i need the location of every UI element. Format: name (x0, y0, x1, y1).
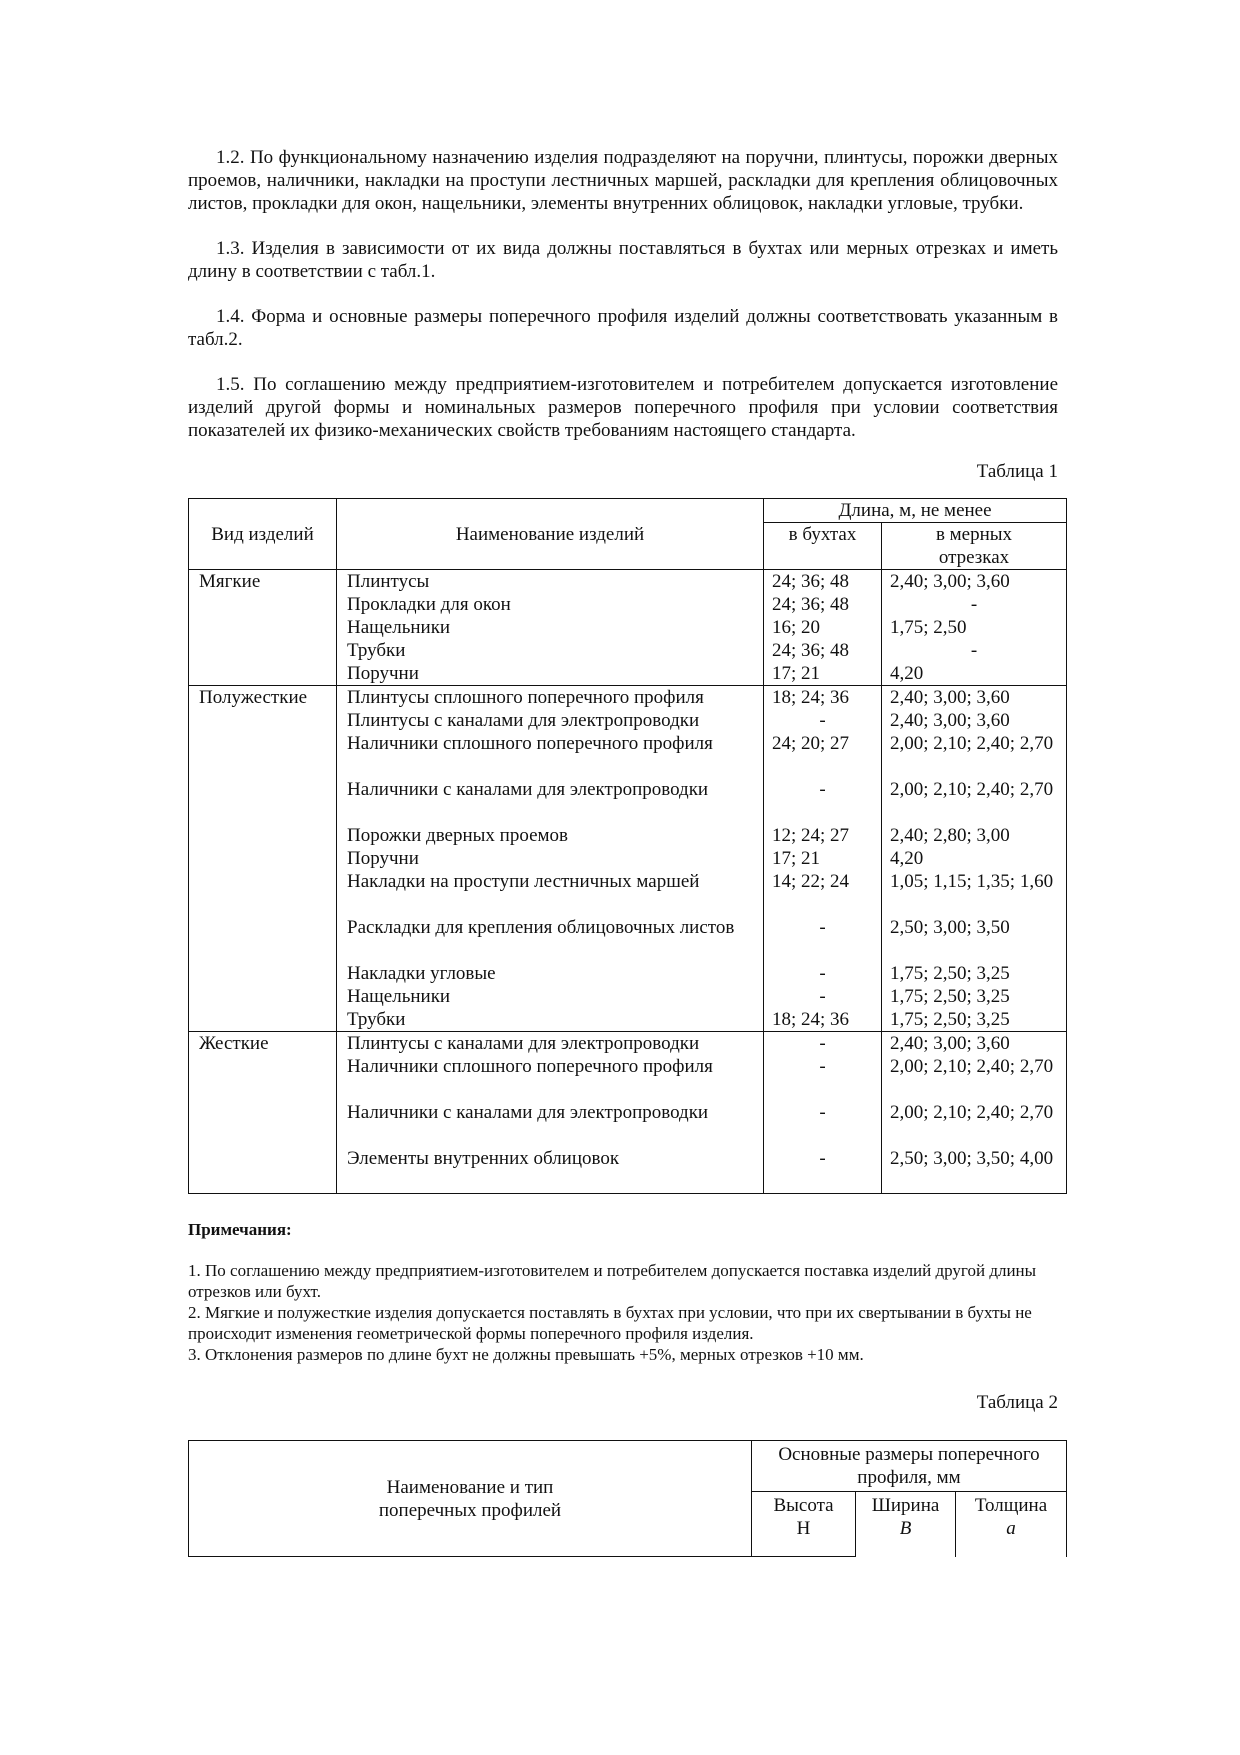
table1-cuts-value: 2,40; 3,00; 3,60 (890, 710, 1010, 731)
note-3: 3. Отклонения размеров по длине бухт не должны превышать +5%, мерных отрезков +10 мм. (188, 1345, 864, 1364)
table1-cuts-value: 2,40; 2,80; 3,00 (890, 825, 1010, 846)
table1-coils-value: - (819, 710, 826, 731)
table2-head-name: Наименование и тип поперечных профилей (189, 1441, 752, 1557)
table1-coils-value: 14; 22; 24 (772, 871, 850, 892)
table1-cuts-value: 4,20 (890, 663, 924, 684)
table1-cuts-value: 2,00; 2,10; 2,40; 2,70 (890, 1102, 1054, 1123)
table1-coils-cell (764, 686, 882, 1032)
table1-coils-cell (764, 1032, 882, 1194)
table1-head-length: Длина, м, не менее (764, 499, 1067, 523)
table1-name-value: Плинтусы с каналами для электропроводки (347, 1033, 700, 1054)
table1-coils-value: 17; 21 (772, 663, 821, 684)
table1-name-value: Поручни (347, 663, 419, 684)
document-page (188, 146, 1058, 1557)
table1-group-row (189, 686, 1067, 1032)
table1-head-coils: в бухтах (764, 523, 882, 570)
table1-cuts-value: 1,75; 2,50; 3,25 (890, 986, 1010, 1007)
table1-cuts-value: 2,40; 3,00; 3,60 (890, 571, 1010, 592)
height-symbol: H (796, 1518, 811, 1539)
table1-coils-value: 18; 24; 36 (772, 1009, 850, 1030)
table1-caption: Таблица 1 (976, 461, 1058, 482)
table1-cuts-value: 2,50; 3,00; 3,50 (890, 917, 1010, 938)
table1-coils-value: - (819, 1102, 826, 1123)
table1-group-row (189, 1032, 1067, 1194)
table1-name-value: Элементы внутренних облицовок (347, 1148, 620, 1169)
table1-head-kind: Вид изделий (189, 499, 337, 570)
table1-coils-value: - (819, 917, 826, 938)
table1-name-value: Трубки (347, 1009, 406, 1030)
table1-cuts-value: - (970, 640, 978, 661)
table1-cuts-value: - (970, 594, 978, 615)
table1-name-value: Наличники с каналами для электропроводки (347, 1102, 709, 1123)
table2-head-dims: Основные размеры поперечного профиля, мм (752, 1441, 1067, 1492)
table1-name-value: Плинтусы с каналами для электропроводки (347, 710, 700, 731)
thickness-label: Толщина (974, 1495, 1048, 1516)
table1-coils-value: 24; 36; 48 (772, 640, 850, 661)
table2-head-thickness (956, 1492, 1067, 1557)
table2-head-height (752, 1492, 856, 1557)
table1-coils-value: 18; 24; 36 (772, 687, 850, 708)
table1-coils-value: 17; 21 (772, 848, 821, 869)
table1-names-cell (337, 570, 764, 686)
table1-name-value: Наличники с каналами для электропроводки (347, 779, 709, 800)
table1-head-name: Наименование изделий (337, 499, 764, 570)
table1-name-value: Накладки угловые (347, 963, 496, 984)
height-label: Высота (773, 1495, 834, 1516)
table1-cuts-value: 1,75; 2,50 (890, 617, 967, 638)
table1-kind-cell: Полужесткие (189, 686, 337, 1032)
table1-kind-cell: Жесткие (189, 1032, 337, 1194)
table1-cuts-cell (882, 570, 1067, 686)
table1-cuts-value: 2,00; 2,10; 2,40; 2,70 (890, 1056, 1054, 1077)
table2 (188, 1440, 1067, 1557)
thickness-symbol: a (1006, 1518, 1016, 1539)
table1-name-value: Прокладки для окон (347, 594, 511, 615)
table1-coils-value: 24; 20; 27 (772, 733, 850, 754)
table1-name-value: Поручни (347, 848, 419, 869)
table1-cuts-value: 4,20 (890, 848, 924, 869)
table1-kind-cell: Мягкие (189, 570, 337, 686)
paragraph-1-5: 1.5. По соглашению между предприятием-изготовителем и потребителем допускается изготовление изделий другой формы и номинальных размеров поперечного профиля при условии соответствия показателей их физико-механических свойств требованиям настоящего стандарта. (188, 374, 1058, 441)
table1-coils-cell (764, 570, 882, 686)
table1-coils-value: 24; 36; 48 (772, 594, 850, 615)
table1-coils-value: - (819, 963, 826, 984)
table1-name-value: Нащельники (347, 986, 451, 1007)
table1-name-value: Наличники сплошного поперечного профиля (347, 733, 713, 754)
table1-name-value: Плинтусы (347, 571, 430, 592)
table1-cuts-cell (882, 686, 1067, 1032)
note-2: 2. Мягкие и полужесткие изделия допускается поставлять в бухтах при условии, что при их свертывании в бухты не происходит изменения геометрической формы поперечного профиля изделия. (188, 1303, 1032, 1343)
table1-body (189, 570, 1067, 1194)
table1-coils-value: - (819, 1056, 826, 1077)
table1-coils-value: - (819, 1033, 826, 1054)
note-1: 1. По соглашению между предприятием-изготовителем и потребителем допускается поставка изделий другой длины отрезков или бухт. (188, 1261, 1037, 1301)
width-label: Ширина (871, 1495, 940, 1516)
table1-cuts-value: 2,00; 2,10; 2,40; 2,70 (890, 733, 1054, 754)
table1-name-value: Порожки дверных проемов (347, 825, 568, 846)
table1-coils-value: - (819, 779, 826, 800)
table1-cuts-value: 1,75; 2,50; 3,25 (890, 1009, 1010, 1030)
paragraph-1-2: 1.2. По функциональному назначению изделия подразделяют на поручни, плинтусы, порожки дверных проемов, наличники, накладки на проступи лестничных маршей, раскладки для крепления облицовочных листов, прокладки для окон, нащельники, элементы внутренних облицовок, накладки угловые, трубки. (188, 147, 1058, 214)
table1-name-value: Накладки на проступи лестничных маршей (347, 871, 700, 892)
width-symbol: B (899, 1518, 912, 1539)
table2-caption: Таблица 2 (976, 1392, 1058, 1413)
table1-cuts-value: 2,40; 3,00; 3,60 (890, 1033, 1010, 1054)
table1-coils-value: 12; 24; 27 (772, 825, 850, 846)
table1-name-value: Раскладки для крепления облицовочных листов (347, 917, 735, 938)
table1-coils-value: - (819, 1148, 826, 1169)
table1-coils-value: 16; 20 (772, 617, 821, 638)
table1-cuts-value: 1,75; 2,50; 3,25 (890, 963, 1010, 984)
table1-head-cuts: в мерных отрезках (882, 523, 1067, 570)
table1-names-cell (337, 1032, 764, 1194)
table1-cuts-cell (882, 1032, 1067, 1194)
table1 (188, 498, 1067, 1194)
table1-coils-value: 24; 36; 48 (772, 571, 850, 592)
table1-cuts-value: 1,05; 1,15; 1,35; 1,60 (890, 871, 1054, 892)
table1-name-value: Наличники сплошного поперечного профиля (347, 1056, 713, 1077)
paragraph-1-3: 1.3. Изделия в зависимости от их вида должны поставляться в бухтах или мерных отрезках и иметь длину в соответствии с табл.1. (188, 238, 1058, 282)
table1-names-cell (337, 686, 764, 1032)
table1-cuts-value: 2,40; 3,00; 3,60 (890, 687, 1010, 708)
table1-name-value: Нащельники (347, 617, 451, 638)
table1-name-value: Плинтусы сплошного поперечного профиля (347, 687, 704, 708)
table1-cuts-value: 2,00; 2,10; 2,40; 2,70 (890, 779, 1054, 800)
paragraph-1-4: 1.4. Форма и основные размеры поперечного профиля изделий должны соответствовать указанным в табл.2. (188, 306, 1058, 350)
table2-head-width (856, 1492, 956, 1557)
table1-group-row (189, 570, 1067, 686)
table1-cuts-value: 2,50; 3,00; 3,50; 4,00 (890, 1148, 1054, 1169)
table1-coils-value: - (819, 986, 826, 1007)
table1-name-value: Трубки (347, 640, 406, 661)
notes-title: Примечания: (188, 1220, 292, 1239)
